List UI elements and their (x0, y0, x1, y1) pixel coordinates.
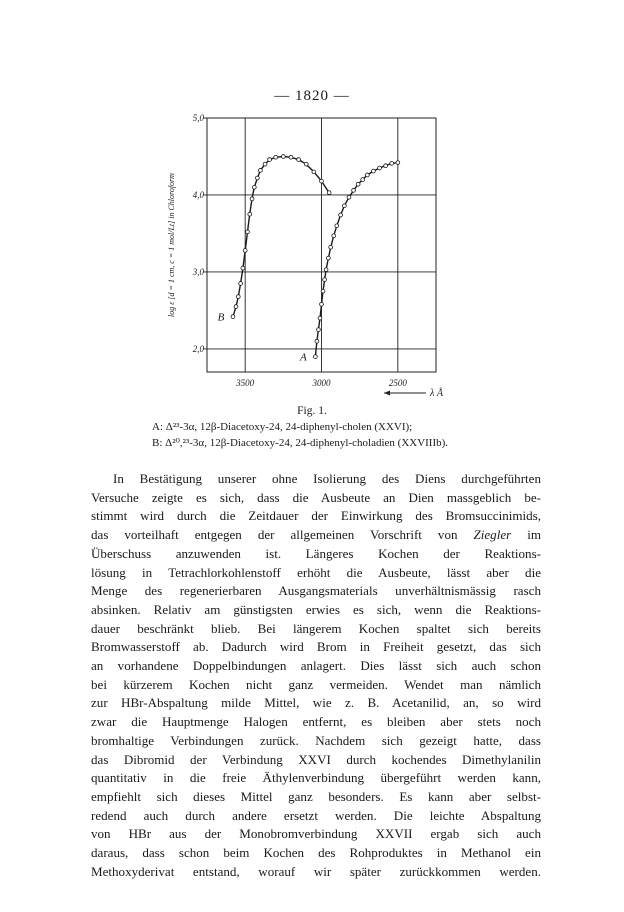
data-point (384, 164, 388, 168)
data-point (236, 295, 240, 299)
body-line: Menge des regenerierbaren Ausgangsmaterials unverhältnismässig rasch (91, 583, 541, 599)
data-point (304, 162, 308, 166)
data-point (335, 224, 339, 228)
data-point (250, 197, 254, 201)
page-number: — 1820 — (274, 88, 350, 104)
x-tick-label: 3500 (236, 378, 255, 388)
data-point (313, 355, 317, 359)
data-point (231, 315, 235, 319)
body-line: Methoxyderivat entstand, worauf wir später zurückkommen werden. (91, 863, 541, 879)
data-point (320, 302, 324, 306)
data-point (268, 158, 272, 162)
x-axis-label: λ Å (430, 388, 443, 399)
body-line: In Bestätigung unserer ohne Isolierung des Diens durchgeführten (113, 471, 541, 486)
body-line: empfiehlt sich dieses Mittel ganz besonders. Es kann aber selbst- (91, 788, 541, 804)
y-tick-label: 2,0 (192, 343, 204, 354)
data-point (315, 339, 319, 343)
x-tick-label: 3000 (312, 378, 331, 388)
data-point (317, 328, 321, 332)
data-point (241, 266, 245, 270)
series-line-b (233, 157, 329, 317)
data-point (320, 179, 324, 183)
body-line: quantitativ in die freie Äthylenverbindung übergeführt werden kann, (91, 770, 541, 786)
data-point (365, 173, 369, 177)
y-tick-label: 3,0 (192, 266, 204, 277)
y-axis-label: log ε [d = 1 cm, c = 1 mol/Lt] in Chloroform (167, 173, 176, 317)
body-line: von HBr aus der Monobromverbindung XXVII ergab sich auch (91, 826, 541, 842)
data-point (248, 212, 252, 216)
body-line: Bromwasserstoff ab. Dadurch wird Brom in Freiheit gesetzt, das sich (91, 639, 541, 655)
data-point (321, 289, 325, 293)
body-line: redend auch durch andere ersetzt werden. Die leichte Abspaltung (91, 807, 541, 823)
data-point (323, 278, 327, 282)
data-point (239, 282, 243, 286)
series-label-b: B (217, 311, 225, 324)
caption-a: A: Δ²³-3α, 12β-Diacetoxy-24, 24-diphenyl-cholen (XXVI); (152, 421, 413, 433)
data-point (234, 305, 238, 309)
data-point (396, 161, 400, 165)
body-line: absinken. Relativ am günstigsten erwies es sich, wenn die Reaktions- (91, 601, 541, 617)
data-point (255, 176, 259, 180)
body-line: an vorhandene Doppelbindungen anlagert. Dies lässt sich auch schon (91, 658, 541, 674)
data-point (347, 195, 351, 199)
data-point (246, 230, 250, 234)
uv-spectrum-chart (160, 108, 460, 413)
body-line: bei kürzerem Kochen nicht ganz vermeiden. Wendet man nämlich (91, 676, 541, 692)
data-point (252, 185, 256, 189)
data-point (332, 234, 336, 238)
body-line: zwar die Hauptmenge Halogen entfernt, es bleiben aber stets noch (91, 714, 541, 730)
body-line: stimmt wird durch die Zeitdauer der Einwirkung des Bromsuccinimids, (91, 508, 541, 524)
data-point (372, 169, 376, 173)
data-point (361, 178, 365, 182)
figure-label: Fig. 1. (297, 405, 327, 417)
data-point (329, 245, 333, 249)
data-point (324, 268, 328, 272)
x-tick-label: 2500 (388, 378, 407, 388)
data-point (318, 316, 322, 320)
body-line: Versuche zeigte es sich, dass die Ausbeute an Dien massgeblich be- (91, 489, 541, 505)
data-point (289, 155, 293, 159)
y-tick-label: 5,0 (192, 113, 204, 123)
body-line: zur HBr-Abspaltung milde Mittel, wie z. B. Acetanilid, an, so wird (91, 695, 541, 711)
caption-b: B: Δ²⁰,²³-3α, 12β-Diacetoxy-24, 24-diphenyl-choladien (XXVIIIb). (152, 437, 449, 449)
data-point (327, 191, 331, 195)
body-line: Überschuss anzuwenden ist. Längeres Kochen der Reaktions- (91, 545, 541, 561)
data-point (343, 204, 347, 208)
body-line: das Dibromid der Verbindung XXVI durch kochendes Dimethylanilin (91, 751, 541, 767)
data-point (243, 248, 247, 252)
data-point (378, 166, 382, 170)
data-point (281, 155, 285, 159)
data-point (352, 188, 356, 192)
data-point (356, 182, 360, 186)
y-tick-label: 4,0 (192, 189, 204, 200)
series-label-a: A (300, 351, 307, 364)
x-axis-arrowhead (384, 391, 390, 396)
data-point (297, 158, 301, 162)
data-point (390, 162, 394, 166)
data-point (326, 256, 330, 260)
data-point (339, 213, 343, 217)
body-line: das vorteilhaft entgegen der allgemeinen Vorschrift von Ziegler im (91, 527, 541, 543)
body-line: bromhaltige Verbindungen zurück. Nachdem sich gezeigt hatte, dass (91, 732, 541, 748)
body-line: lösung in Tetrachlorkohlenstoff erhöht die Ausbeute, lässt aber die (91, 564, 541, 580)
data-point (259, 168, 263, 172)
body-text (91, 470, 541, 881)
data-point (263, 162, 267, 166)
data-point (274, 155, 278, 159)
body-line: dauer beschränkt blieb. Bei längerem Kochen spaltet sich bereits (91, 620, 541, 636)
data-point (312, 170, 316, 174)
body-line: daraus, dass schon beim Kochen des Rohproduktes in Methanol ein (91, 845, 541, 861)
